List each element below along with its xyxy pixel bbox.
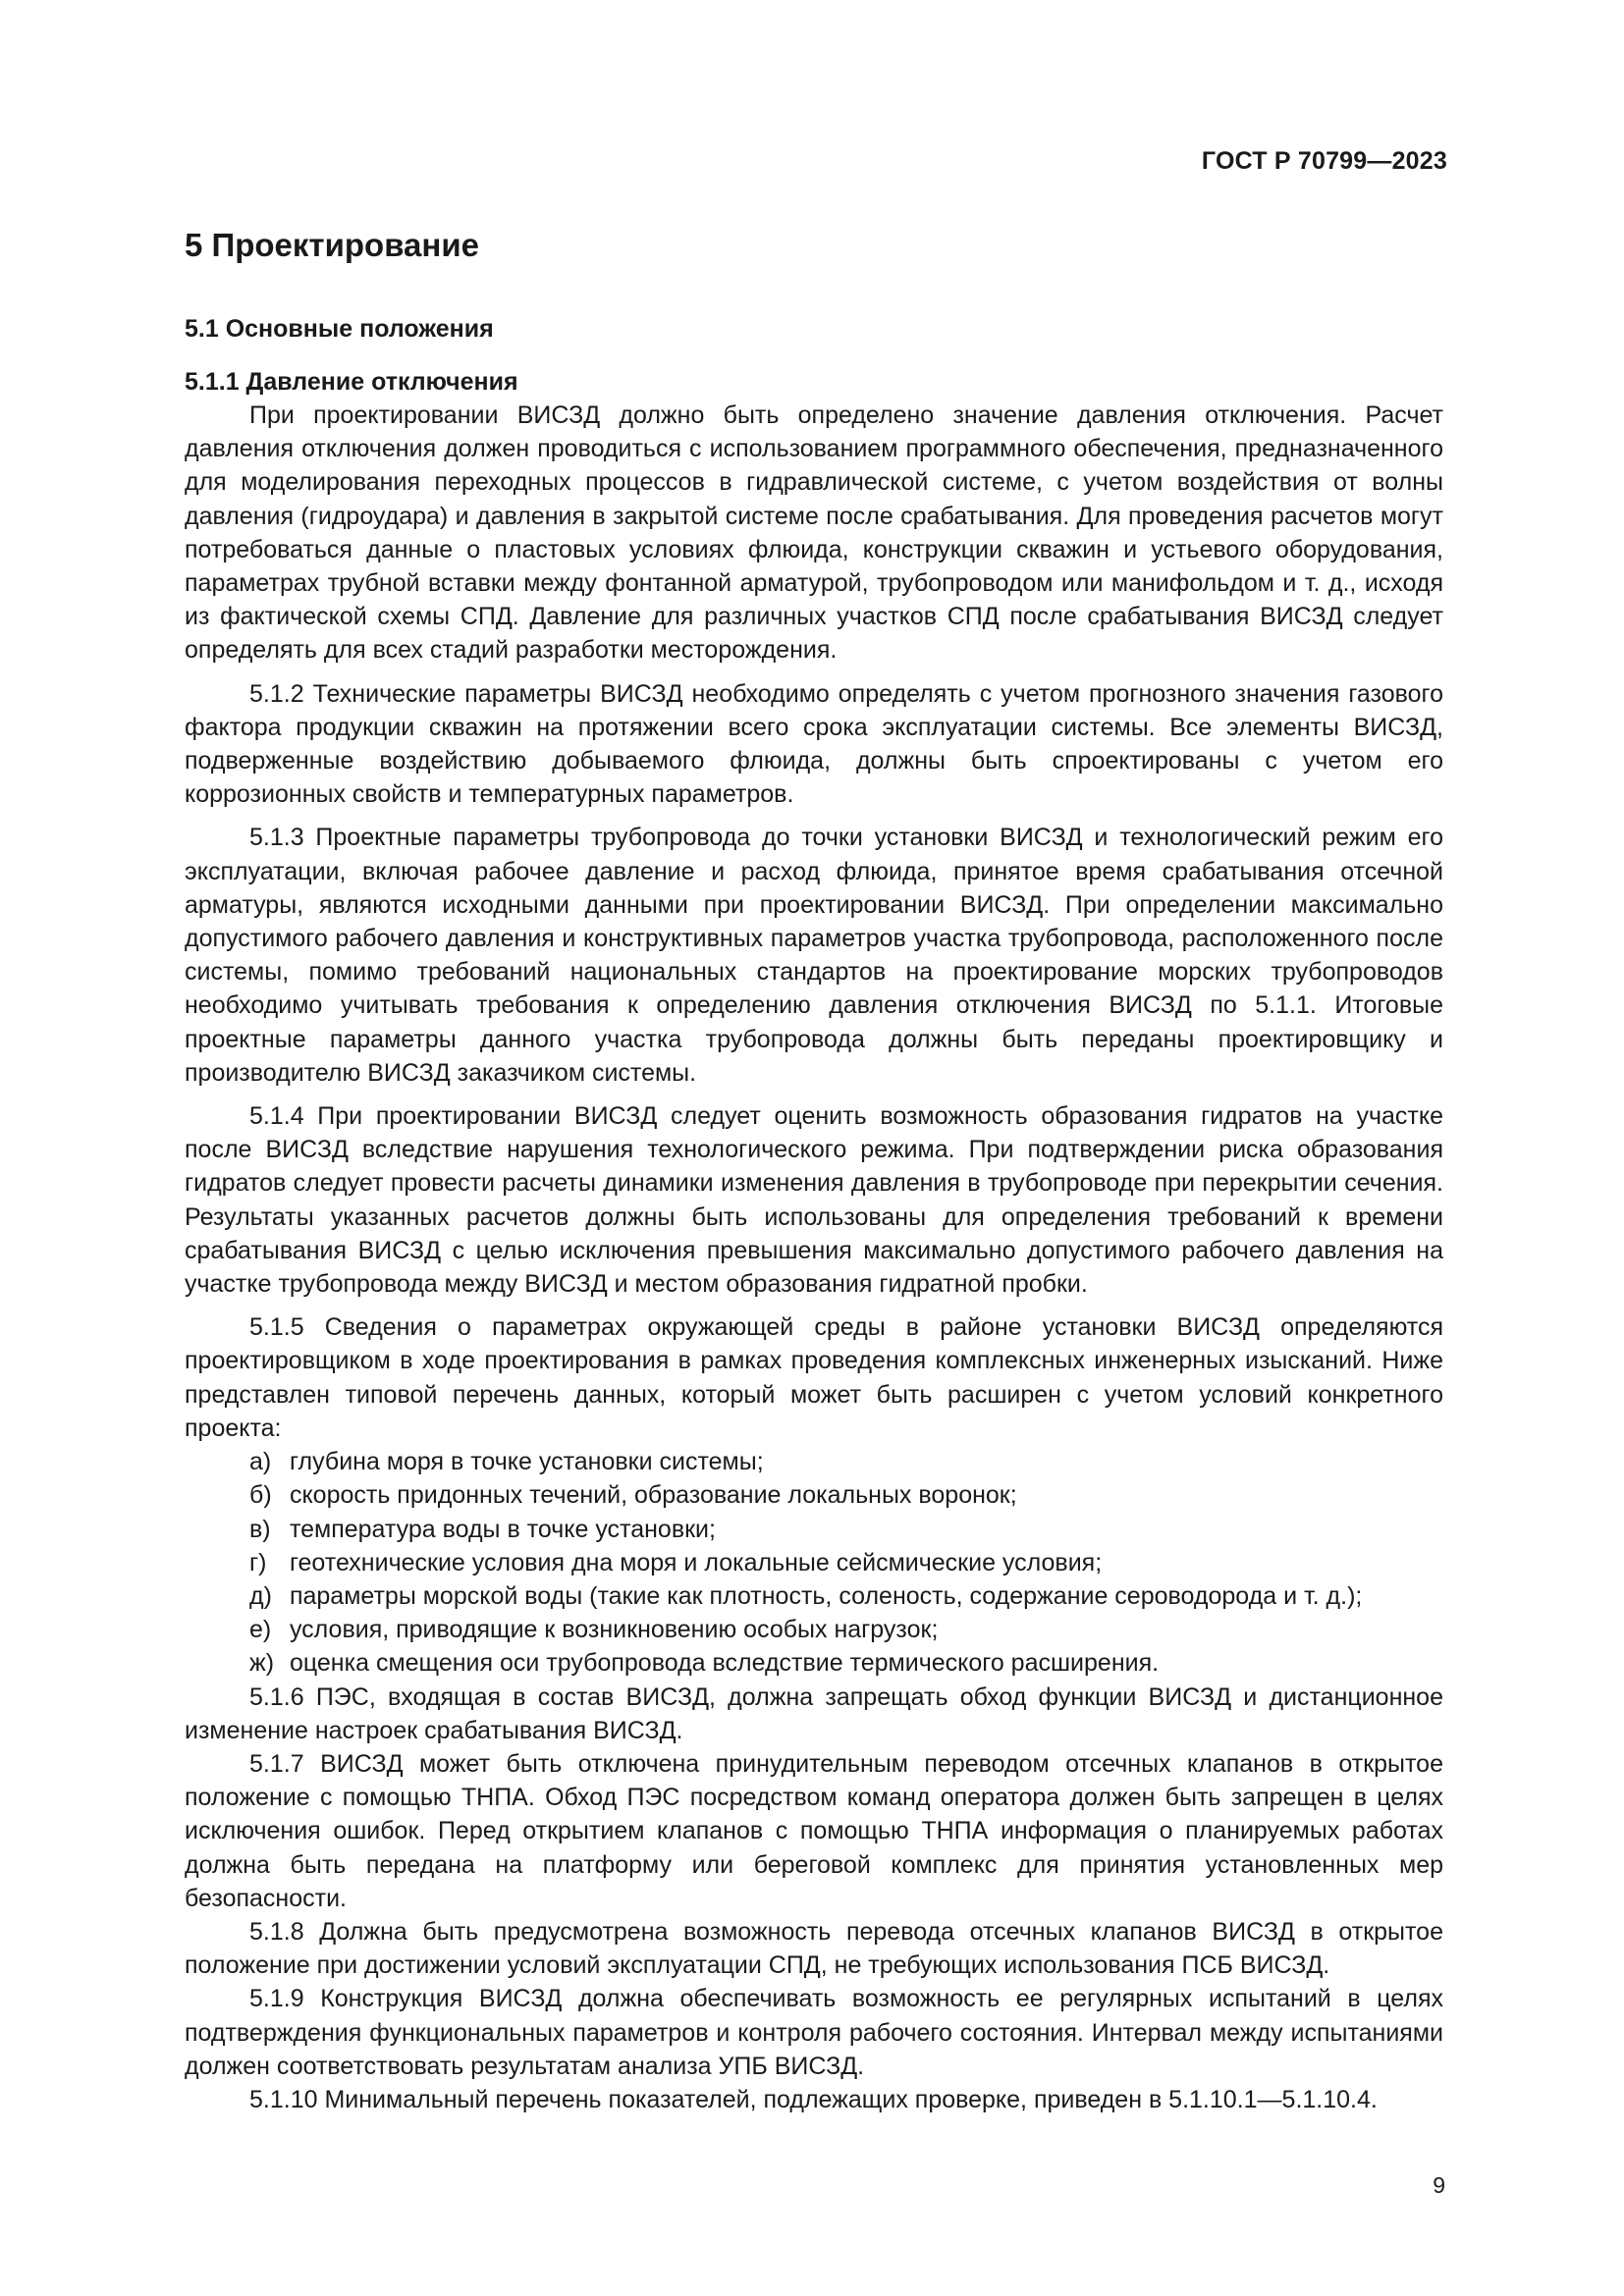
list-item: [185, 1513, 1443, 1546]
list-item-marker: е): [249, 1616, 272, 1644]
list-item-marker: а): [249, 1448, 272, 1476]
list-item-text: скорость придонных течений, образование локальных воронок;: [289, 1481, 1017, 1510]
paragraph-5-1-1: При проектировании ВИСЗД должно быть определено значение давления отключения. Расчет давления отключения должен проводиться с использованием программного обеспечения, предназначенного для моделирования переходных процессов в гидравлической системе, с учетом воздействия от волны давления (гидроудара) и давления в закрытой системе после срабатывания. Для проведения расчетов могут потребоваться данные о пластовых условиях флюида, конструкции скважин и устьевого оборудования, параметрах трубной вставки между фонтанной арматурой, трубопроводом или манифольдом и т. д., исходя из фактической схемы СПД. Давление для различных участков СПД после срабатывания ВИСЗД следует определять для всех стадий разработки месторождения.: [185, 401, 1443, 665]
paragraph-5-1-3: 5.1.3 Проектные параметры трубопровода до точки установки ВИСЗД и технологический режим его эксплуатации, включая рабочее давление и расход флюида, принятое время срабатывания отсечной арматуры, являются исходными данными при проектировании ВИСЗД. При определении максимально допустимого рабочего давления и конструктивных параметров участка трубопровода, расположенного после системы, помимо требований национальных стандартов на проектирование морских трубопроводов необходимо учитывать требования к определению давления отключения ВИСЗД по 5.1.1. Итоговые проектные параметры данного участка трубопровода должны быть переданы проектировщику и производителю ВИСЗД заказчиком системы.: [185, 824, 1443, 1087]
list-item-marker: ж): [249, 1649, 275, 1678]
list-item-marker: г): [249, 1548, 267, 1576]
paragraph-5-1-4: 5.1.4 При проектировании ВИСЗД следует оценить возможность образования гидратов на участке после ВИСЗД вследствие нарушения технологического режима. При подтверждении риска образования гидратов следует провести расчеты динамики изменения давления в трубопроводе при перекрытии сечения. Результаты указанных расчетов должны быть использованы для определения требований к времени срабатывания ВИСЗД с целью исключения превышения максимально допустимого рабочего давления на участке трубопровода между ВИСЗД и местом образования гидратной пробки.: [185, 1102, 1443, 1299]
paragraph-5-1-2: 5.1.2 Технические параметры ВИСЗД необходимо определять с учетом прогнозного значения газового фактора продукции скважин на протяжении всего срока эксплуатации системы. Все элементы ВИСЗД, подверженные воздействию добываемого флюида, должны быть спроектированы с учетом его коррозионных свойств и температурных параметров.: [185, 679, 1443, 809]
list-item: [185, 1478, 1443, 1512]
list-item-marker: д): [249, 1581, 272, 1610]
list-item: [185, 1579, 1443, 1613]
page-number: 9: [1433, 2172, 1445, 2198]
section-title: 5 Проектирование: [185, 227, 479, 263]
list-item-text: глубина моря в точке установки системы;: [289, 1448, 764, 1476]
list-item-marker: в): [249, 1515, 271, 1543]
list-item-text: параметры морской воды (такие как плотность, соленость, содержание сероводорода и т. д.);: [289, 1581, 1363, 1610]
list-item-marker: б): [249, 1481, 272, 1510]
list-item: [185, 1613, 1443, 1646]
paragraph-5-1-10: 5.1.10 Минимальный перечень показателей, подлежащих проверке, приведен в 5.1.10.1—5.1.10.4.: [249, 2085, 1378, 2113]
page-content: [185, 226, 1443, 2116]
list-item-text: оценка смещения оси трубопровода вследствие термического расширения.: [289, 1649, 1160, 1678]
list-item: [185, 1646, 1443, 1680]
list-5-1-5: [185, 1445, 1443, 1680]
list-item: [185, 1445, 1443, 1478]
list-item-text: температура воды в точке установки;: [289, 1515, 716, 1543]
document-header: ГОСТ Р 70799—2023: [1201, 147, 1447, 175]
list-item: [185, 1546, 1443, 1579]
list-item-text: геотехнические условия дна моря и локальные сейсмические условия;: [289, 1548, 1103, 1576]
list-item-text: условия, приводящие к возникновению особых нагрузок;: [289, 1616, 939, 1644]
paragraph-5-1-9: 5.1.9 Конструкция ВИСЗД должна обеспечивать возможность ее регулярных испытаний в целях подтверждения функциональных параметров и контроля рабочего состояния. Интервал между испытаниями должен соответствовать результатам анализа УПБ ВИСЗД.: [185, 1985, 1443, 2080]
paragraph-5-1-7: 5.1.7 ВИСЗД может быть отключена принудительным переводом отсечных клапанов в открытое положение с помощью ТНПА. Обход ПЭС посредством команд оператора должен быть запрещен в целях исключения ошибок. Перед открытием клапанов с помощью ТНПА информация о планируемых работах должна быть передана на платформу или береговой комплекс для принятия установленных мер безопасности.: [185, 1749, 1443, 1912]
subsection-title: 5.1 Основные положения: [185, 315, 494, 343]
clause-title-5-1-1: 5.1.1 Давление отключения: [185, 368, 518, 396]
paragraph-5-1-5: 5.1.5 Сведения о параметрах окружающей среды в районе установки ВИСЗД определяются проектировщиком в ходе проектирования в рамках проведения комплексных инженерных изысканий. Ниже представлен типовой перечень данных, который может быть расширен с учетом условий конкретного проекта:: [185, 1313, 1443, 1442]
paragraph-5-1-8: 5.1.8 Должна быть предусмотрена возможность перевода отсечных клапанов ВИСЗД в открытое положение при достижении условий эксплуатации СПД, не требующих использования ПСБ ВИСЗД.: [185, 1917, 1443, 1980]
paragraph-5-1-6: 5.1.6 ПЭС, входящая в состав ВИСЗД, должна запрещать обход функции ВИСЗД и дистанционное изменение настроек срабатывания ВИСЗД.: [185, 1682, 1443, 1744]
